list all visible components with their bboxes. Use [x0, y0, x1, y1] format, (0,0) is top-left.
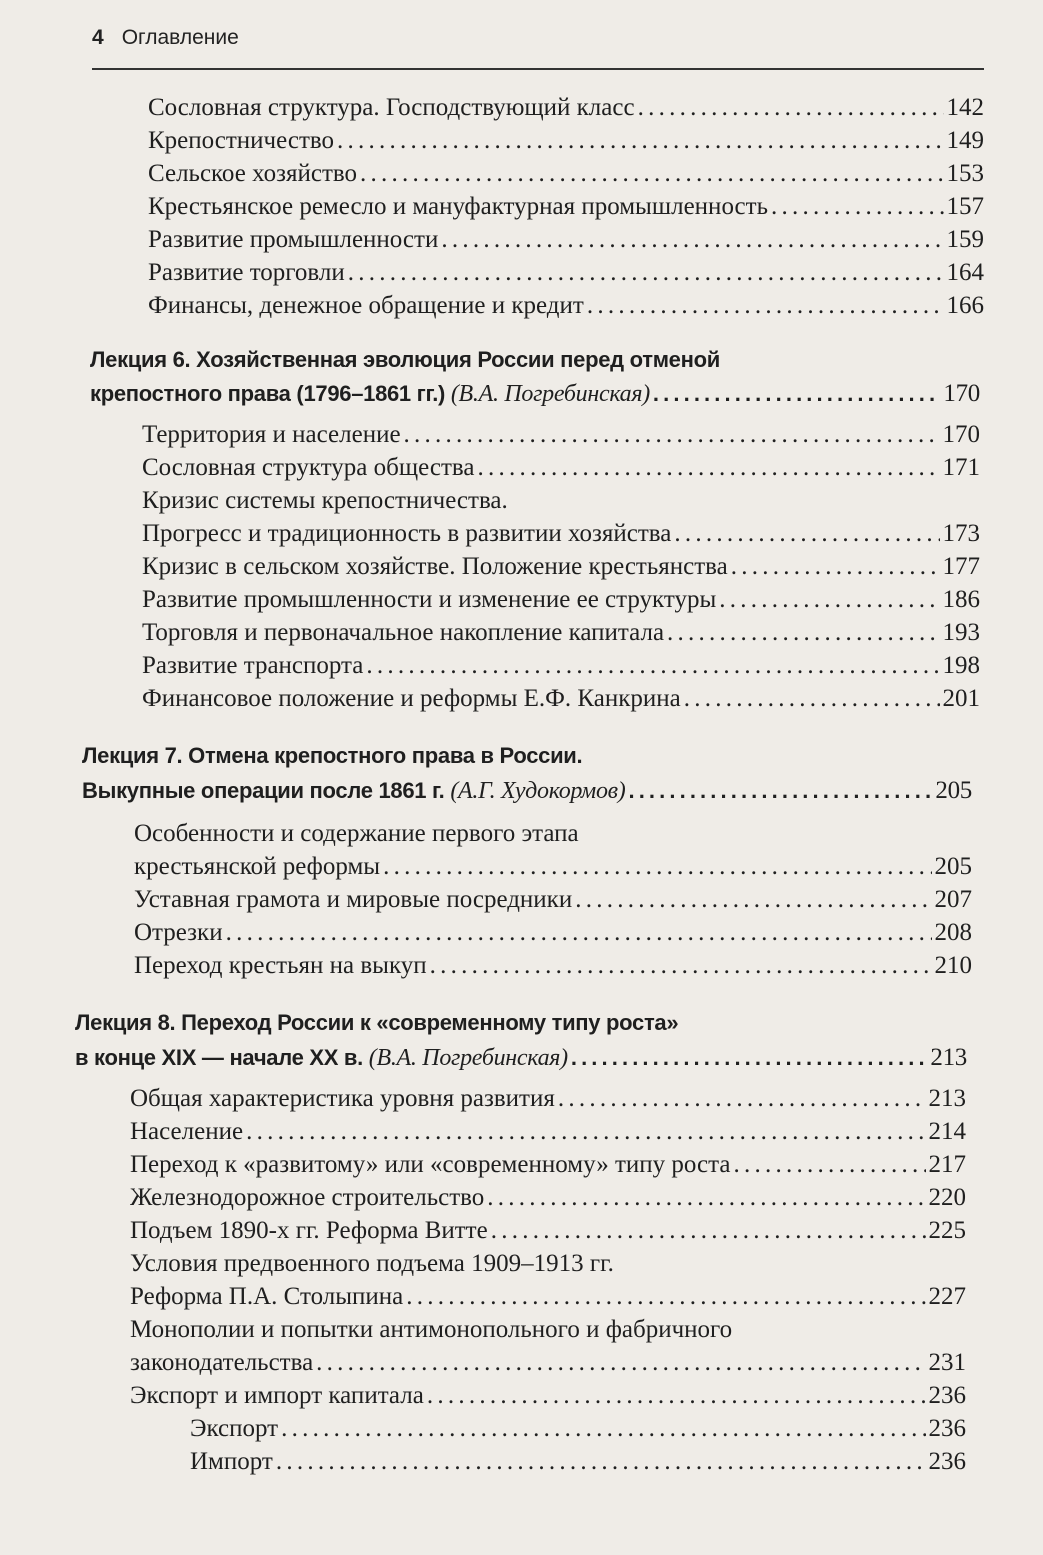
toc-entry[interactable] [148, 158, 984, 189]
toc-entry-page: 236 [928, 1415, 966, 1442]
toc-entry-page: 149 [946, 127, 984, 154]
toc-entry-title: Прогресс и традиционность в развитии хозяйства [142, 520, 672, 547]
dot-leader [628, 775, 932, 806]
toc-entry-title: Подъем 1890-х гг. Реформа Витте [130, 1217, 488, 1244]
toc-entry-page: 210 [934, 952, 972, 979]
toc-entry[interactable] [142, 452, 980, 483]
lecture-title: Выкупные операции после 1861 г. [82, 778, 445, 803]
dot-leader [366, 650, 939, 681]
dot-leader [674, 518, 939, 549]
toc-entry-page: 207 [934, 886, 972, 913]
toc-entry-page: 193 [942, 619, 980, 646]
lecture-title: в конце XIX — начале XX в. [75, 1045, 363, 1070]
dot-leader [587, 290, 944, 321]
dot-leader [638, 92, 944, 123]
toc-entry-page: 236 [928, 1448, 966, 1475]
lecture-page: 170 [943, 380, 980, 407]
toc-entry[interactable] [142, 617, 980, 648]
dot-leader [771, 191, 944, 222]
toc-entry-title: Экспорт [190, 1415, 279, 1442]
lecture-6-heading[interactable]: Лекция 6. Хозяйственная эволюция России перед отменой [90, 347, 720, 372]
dot-leader [491, 1215, 926, 1246]
toc-entry-title: Сословная структура общества [142, 454, 475, 481]
toc-entry[interactable] [142, 683, 980, 714]
dot-leader [558, 1083, 926, 1114]
dot-leader [571, 1042, 928, 1073]
toc-entry-page: 157 [946, 193, 984, 220]
page-number: 4 [92, 26, 104, 49]
toc-entry-page: 171 [942, 454, 980, 481]
dot-leader [441, 224, 943, 255]
dot-leader [360, 158, 943, 189]
dot-leader [667, 617, 939, 648]
dot-leader [383, 851, 931, 882]
dot-leader [477, 452, 939, 483]
toc-entry-title: крестьянской реформы [134, 853, 381, 880]
toc-entry-title: Общая характеристика уровня развития [130, 1085, 555, 1112]
toc-entry[interactable] [130, 1248, 614, 1279]
toc-entry-title: Развитие промышленности и изменение ее структуры [142, 586, 717, 613]
lecture-7-heading-line2[interactable] [82, 775, 972, 807]
toc-entry[interactable] [130, 1149, 966, 1180]
toc-entry-page: 142 [946, 94, 984, 121]
toc-entry-page: 213 [928, 1085, 966, 1112]
toc-entry-page: 186 [942, 586, 980, 613]
toc-entry[interactable] [142, 650, 980, 681]
toc-entry-title: Крепостничество [148, 127, 334, 154]
toc-entry-page: 177 [942, 553, 980, 580]
toc-entry[interactable] [148, 257, 984, 288]
toc-entry-page: 164 [946, 259, 984, 286]
toc-entry-title: Финансовое положение и реформы Е.Ф. Канкрина [142, 685, 681, 712]
running-title: Оглавление [121, 26, 239, 49]
lecture-8-heading[interactable]: Лекция 8. Переход России к «современному типу роста» [75, 1010, 679, 1035]
toc-entry[interactable] [142, 419, 980, 450]
toc-entry-title: Экспорт и импорт капитала [130, 1382, 424, 1409]
toc-entry-title: Финансы, денежное обращение и кредит [148, 292, 584, 319]
dot-leader [719, 584, 939, 615]
lecture-6-heading-line2[interactable] [90, 378, 980, 410]
toc-entry[interactable] [130, 1083, 966, 1114]
toc-entry[interactable] [130, 1116, 966, 1147]
toc-entry-title: Кризис в сельском хозяйстве. Положение крестьянства [142, 553, 728, 580]
toc-entry-page: 217 [928, 1151, 966, 1178]
toc-entry-title: Сословная структура. Господствующий класс [148, 94, 635, 121]
toc-entry-title: законодательства [130, 1349, 314, 1376]
toc-entry[interactable] [134, 884, 972, 915]
toc-entry[interactable] [148, 125, 984, 156]
lecture-author: (В.А. Погребинская) [450, 381, 650, 407]
toc-entry[interactable] [130, 1380, 966, 1411]
toc-entry-title: Развитие торговли [148, 259, 345, 286]
lecture-page: 213 [930, 1044, 967, 1071]
toc-entry-page: 153 [946, 160, 984, 187]
toc-entry[interactable] [134, 917, 972, 948]
dot-leader [731, 551, 940, 582]
toc-entry[interactable] [142, 485, 508, 516]
toc-entry-page: 220 [928, 1184, 966, 1211]
dot-leader [733, 1149, 925, 1180]
dot-leader [281, 1413, 925, 1444]
toc-entry-title: Монополии и попытки антимонопольного и фабричного [130, 1316, 733, 1343]
toc-entry-title: Условия предвоенного подъема 1909–1913 гг. [130, 1250, 614, 1277]
dot-leader [430, 950, 932, 981]
toc-entry-page: 166 [946, 292, 984, 319]
toc-entry-page: 173 [942, 520, 980, 547]
toc-entry-page: 208 [934, 919, 972, 946]
dot-leader [337, 125, 944, 156]
toc-subentry[interactable] [190, 1413, 966, 1444]
toc-entry-page: 205 [934, 853, 972, 880]
lecture-author: (А.Г. Худокормов) [450, 778, 626, 804]
toc-entry-page: 231 [928, 1349, 966, 1376]
toc-subentry[interactable] [190, 1446, 966, 1477]
toc-entry[interactable] [148, 224, 984, 255]
lecture-author: (В.А. Погребинская) [368, 1045, 568, 1071]
lecture-page: 205 [935, 777, 972, 804]
dot-leader [406, 1281, 925, 1312]
lecture-8-heading-line2[interactable] [75, 1042, 967, 1074]
toc-entry-page: 170 [942, 421, 980, 448]
toc-entry[interactable] [148, 191, 984, 222]
dot-leader [427, 1380, 926, 1411]
toc-entry-title: Отрезки [134, 919, 223, 946]
toc-entry[interactable] [142, 584, 980, 615]
toc-entry[interactable] [134, 950, 972, 981]
lecture-7-heading[interactable]: Лекция 7. Отмена крепостного права в России. [82, 743, 583, 768]
toc-entry[interactable] [142, 518, 980, 549]
toc-entry-title: Территория и население [142, 421, 401, 448]
toc-entry[interactable] [148, 290, 984, 321]
toc-entry-page: 214 [928, 1118, 966, 1145]
dot-leader [575, 884, 931, 915]
toc-entry-title: Кризис системы крепостничества. [142, 487, 508, 514]
dot-leader [404, 419, 940, 450]
toc-entry[interactable] [148, 92, 984, 123]
toc-entry-page: 227 [928, 1283, 966, 1310]
toc-entry[interactable] [134, 851, 972, 882]
dot-leader [276, 1446, 926, 1477]
dot-leader [246, 1116, 925, 1147]
dot-leader [348, 257, 944, 288]
toc-entry-title: Развитие транспорта [142, 652, 364, 679]
toc-entry-title: Импорт [190, 1448, 273, 1475]
dot-leader [316, 1347, 925, 1378]
toc-entry[interactable] [130, 1347, 966, 1378]
lecture-title: крепостного права (1796–1861 гг.) [90, 381, 446, 406]
toc-entry-page: 159 [946, 226, 984, 253]
toc-entry-title: Население [130, 1118, 244, 1145]
toc-entry-title: Переход крестьян на выкуп [134, 952, 427, 979]
toc-entry-page: 201 [942, 685, 980, 712]
toc-entry-title: Развитие промышленности [148, 226, 439, 253]
toc-entry[interactable] [130, 1182, 966, 1213]
toc-entry-title: Крестьянское ремесло и мануфактурная промышленность [148, 193, 768, 220]
toc-entry-page: 198 [942, 652, 980, 679]
dot-leader [487, 1182, 925, 1213]
toc-entry-page: 225 [928, 1217, 966, 1244]
dot-leader [226, 917, 932, 948]
toc-entry-title: Особенности и содержание первого этапа [134, 820, 579, 847]
dot-leader [653, 378, 940, 409]
dot-leader [684, 683, 940, 714]
toc-entry[interactable] [142, 551, 980, 582]
toc-entry[interactable] [130, 1314, 732, 1345]
toc-entry-page: 236 [928, 1382, 966, 1409]
toc-entry-title: Реформа П.А. Столыпина [130, 1283, 404, 1310]
toc-entry[interactable] [130, 1281, 966, 1312]
toc-entry-title: Сельское хозяйство [148, 160, 358, 187]
toc-entry-title: Уставная грамота и мировые посредники [134, 886, 573, 913]
toc-entry-title: Железнодорожное строительство [130, 1184, 485, 1211]
toc-entry-title: Переход к «развитому» или «современному» типу роста [130, 1151, 731, 1178]
toc-entry-title: Торговля и первоначальное накопление капитала [142, 619, 665, 646]
toc-entry[interactable] [134, 818, 579, 849]
toc-entry[interactable] [130, 1215, 966, 1246]
